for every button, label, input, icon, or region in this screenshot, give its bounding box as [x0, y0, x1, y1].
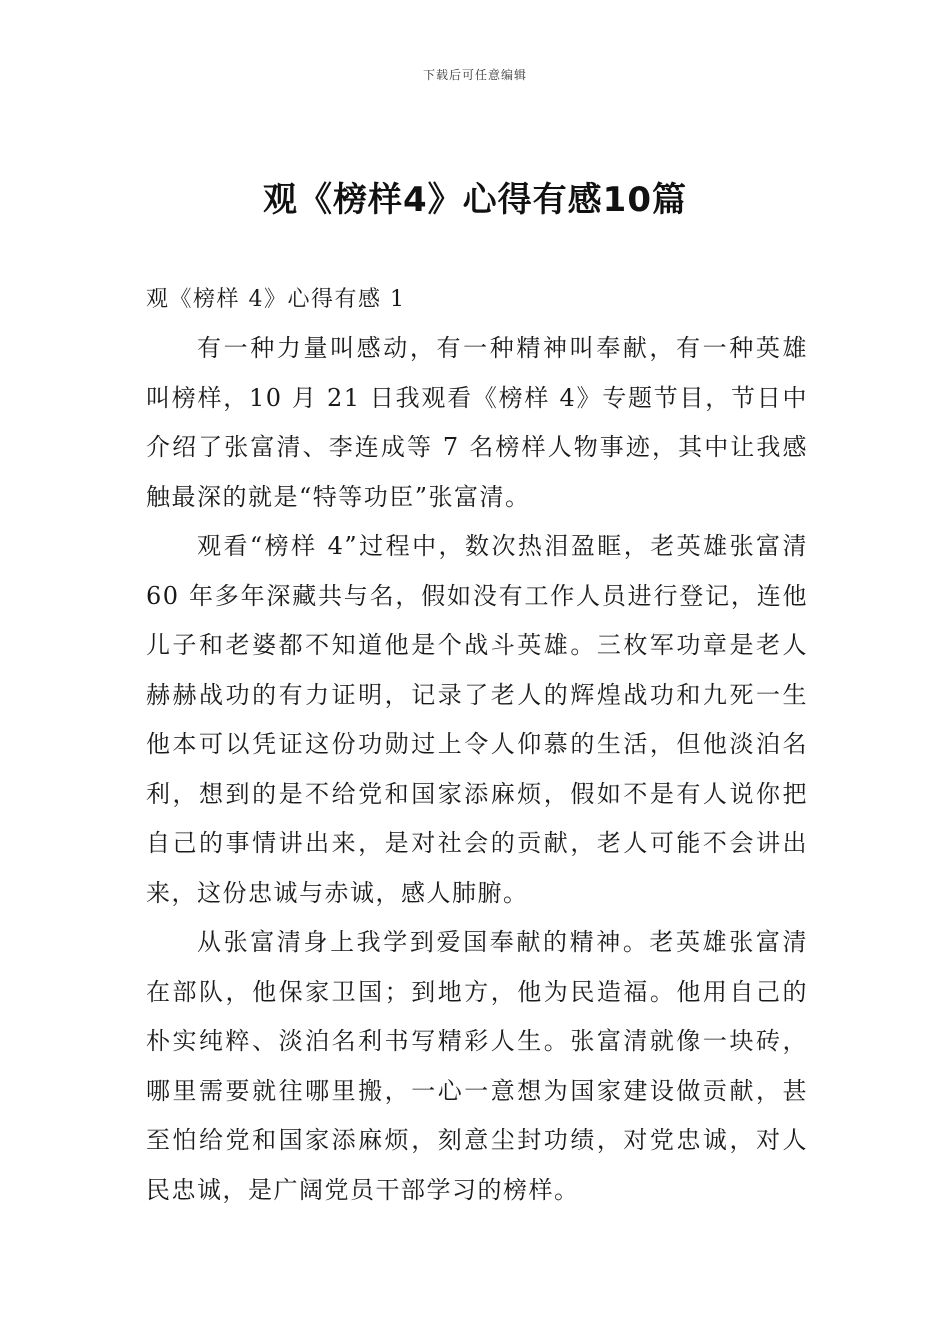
paragraph-1: 有一种力量叫感动，有一种精神叫奉献，有一种英雄叫榜样，10 月 21 日我观看《榜样 4》专题节目，节日中介绍了张富清、李连成等 7 名榜样人物事迹，其中让我感触最深的就是“特等功臣”张富清。 — [146, 334, 808, 511]
document-body — [146, 280, 808, 1215]
paragraph-2: 观看“榜样 4”过程中，数次热泪盈眶，老英雄张富清 60 年多年深藏共与名，假如没有工作人员进行登记，连他儿子和老婆都不知道他是个战斗英雄。三枚军功章是老人赫赫战功的有力证明，记录了老人的辉煌战功和九死一生他本可以凭证这份功勋过上令人仰慕的生活，但他淡泊名利，想到的是不给党和国家添麻烦，假如不是有人说你把自己的事情讲出来，是对社会的贡献，老人可能不会讲出来，这份忠诚与赤诚，感人肺腑。 — [146, 532, 808, 907]
header-note: 下载后可任意编辑 — [422, 68, 527, 82]
paragraph-3: 从张富清身上我学到爱国奉献的精神。老英雄张富清在部队，他保家卫国；到地方，他为民造福。他用自己的朴实纯粹、淡泊名利书写精彩人生。张富清就像一块砖，哪里需要就往哪里搬，一心一意想为国家建设做贡献，甚至怕给党和国家添麻烦，刻意尘封功绩，对党忠诚，对人民忠诚，是广阔党员干部学习的榜样。 — [146, 928, 808, 1204]
document-title: 观《榜样4》心得有感10篇 — [263, 180, 687, 220]
section-heading: 观《榜样 4》心得有感 1 — [146, 287, 406, 312]
